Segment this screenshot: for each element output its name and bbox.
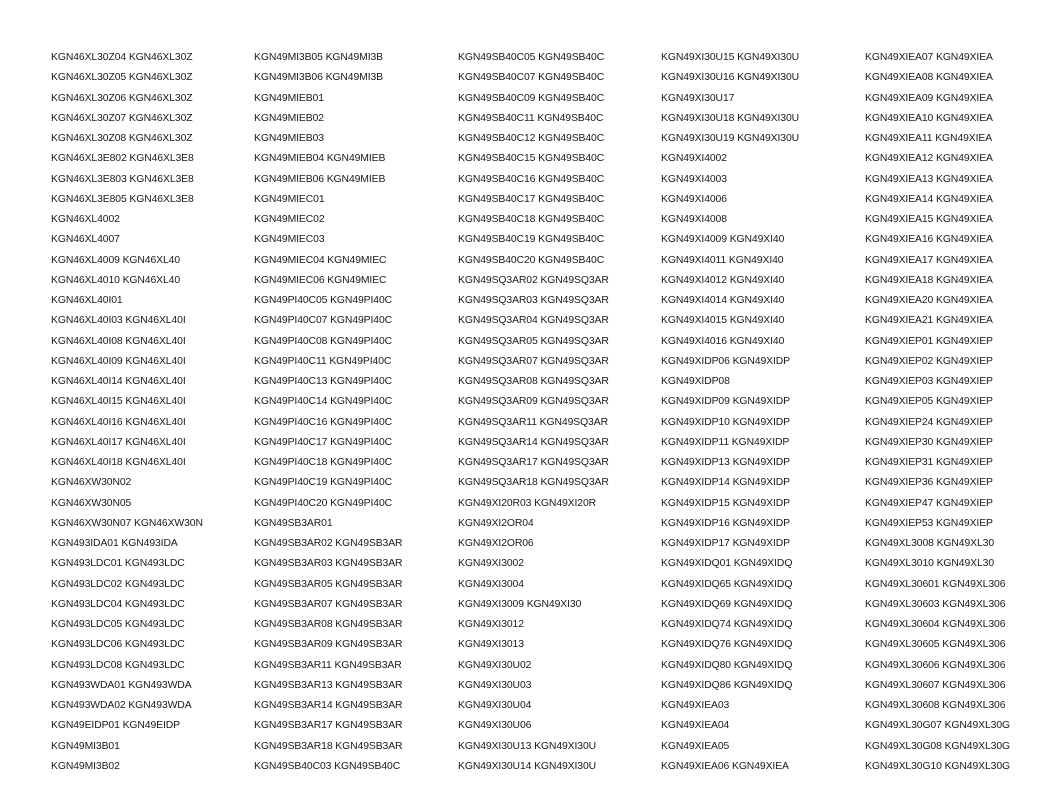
list-item: KGN49SB3AR09 KGN49SB3AR: [254, 639, 403, 651]
list-item: KGN49SQ3AR03 KGN49SQ3AR: [458, 295, 609, 306]
list-item: KGN49XL30601 KGN49XL306: [865, 578, 1006, 590]
list-item: KGN49XL30604 KGN49XL306: [865, 619, 1006, 630]
list-item: KGN49XL3010 KGN49XL30: [865, 558, 995, 570]
list-item: KGN49XIDP09 KGN49XIDP: [661, 396, 790, 408]
list-item: KGN49SB40C09 KGN49SB40C: [458, 92, 605, 104]
list-item: KGN49SQ3AR08 KGN49SQ3AR: [458, 376, 609, 387]
list-item: KGN49MIEC02: [254, 214, 325, 225]
list-item: KGN49SQ3AR18 KGN49SQ3AR: [458, 477, 609, 489]
list-item: KGN49XI2OR06: [458, 538, 534, 549]
list-item: KGN49XI30U02: [458, 659, 532, 671]
list-item: KGN49MIEC06 KGN49MIEC: [254, 274, 387, 286]
list-item: KGN49SB3AR08 KGN49SB3AR: [254, 619, 403, 630]
list-item: KGN49XI4012 KGN49XI40: [661, 274, 785, 286]
list-item: KGN49MIEB04 KGN49MIEB: [254, 153, 386, 165]
list-item: KGN493WDA01 KGN493WDA: [51, 679, 192, 691]
list-item: KGN49XL30606 KGN49XL306: [865, 659, 1006, 671]
list-item: KGN49SB3AR18 KGN49SB3AR: [254, 740, 403, 752]
list-item: KGN49XIDQ86 KGN49XIDQ: [661, 679, 793, 691]
list-item: KGN49PI40C16 KGN49PI40C: [254, 416, 393, 428]
list-item: KGN493LDC02 KGN493LDC: [51, 578, 185, 590]
list-item: KGN49PI40C08 KGN49PI40C: [254, 335, 393, 347]
list-item: KGN49PI40C19 KGN49PI40C: [254, 477, 393, 489]
list-item: KGN46XL30Z06 KGN46XL30Z: [51, 92, 193, 104]
list-item: KGN49SQ3AR02 KGN49SQ3AR: [458, 274, 609, 286]
list-item: KGN49XIDQ80 KGN49XIDQ: [661, 659, 793, 671]
list-item: KGN49XL30G08 KGN49XL30G: [865, 740, 1010, 752]
list-item: KGN49XL30607 KGN49XL306: [865, 679, 1006, 691]
list-item: KGN49MI3B05 KGN49MI3B: [254, 52, 383, 63]
list-item: KGN49SB40C11 KGN49SB40C: [458, 112, 604, 124]
list-item: KGN49MIEB01: [254, 92, 324, 104]
list-item: KGN49XIEP24 KGN49XIEP: [865, 416, 993, 428]
list-item: KGN49SQ3AR17 KGN49SQ3AR: [458, 457, 609, 468]
list-item: KGN49PI40C18 KGN49PI40C: [254, 457, 393, 468]
list-item: KGN49XIDP17 KGN49XIDP: [661, 538, 790, 549]
list-item: KGN49XIEP30 KGN49XIEP: [865, 436, 993, 448]
list-item: KGN49XIEP03 KGN49XIEP: [865, 376, 993, 387]
list-item: KGN46XL30Z04 KGN46XL30Z: [51, 52, 193, 63]
list-item: KGN46XL30Z05 KGN46XL30Z: [51, 72, 193, 84]
list-item: KGN49XIDP06 KGN49XIDP: [661, 355, 790, 367]
list-item: KGN49MIEC04 KGN49MIEC: [254, 254, 387, 266]
list-item: KGN49SB3AR01: [254, 517, 333, 529]
list-item: KGN49XIDQ76 KGN49XIDQ: [661, 639, 793, 651]
list-item: KGN49XIDQ01 KGN49XIDQ: [661, 558, 793, 570]
list-item: KGN46XL40I01: [51, 295, 123, 306]
column-3: [458, 48, 658, 777]
list-item: KGN49SB40C18 KGN49SB40C: [458, 214, 605, 225]
list-item: KGN49XIDP08: [661, 376, 730, 387]
list-item: KGN49XIEP02 KGN49XIEP: [865, 355, 993, 367]
list-item: KGN46XL4002: [51, 214, 120, 225]
list-item: KGN49SB40C20 KGN49SB40C: [458, 254, 605, 266]
model-number-list: [51, 48, 1041, 788]
list-item: KGN49MIEC03: [254, 234, 325, 246]
list-item: KGN49SQ3AR11 KGN49SQ3AR: [458, 416, 608, 428]
list-item: KGN49XIEA04: [661, 720, 730, 732]
list-item: KGN49XIEA14 KGN49XIEA: [865, 193, 993, 205]
list-item: KGN49XI3009 KGN49XI30: [458, 598, 582, 610]
list-item: KGN49SB3AR17 KGN49SB3AR: [254, 720, 403, 732]
list-item: KGN49XIEA03: [661, 700, 730, 711]
list-item: KGN49XL3008 KGN49XL30: [865, 538, 995, 549]
list-item: KGN46XL30Z07 KGN46XL30Z: [51, 112, 193, 124]
list-item: KGN49MIEB06 KGN49MIEB: [254, 173, 386, 185]
column-2: [254, 48, 454, 777]
list-item: KGN49MIEB02: [254, 112, 324, 124]
list-item: KGN49XIEP36 KGN49XIEP: [865, 477, 993, 489]
list-item: KGN49XL30G10 KGN49XL30G: [865, 760, 1010, 772]
list-item: KGN49XIDP11 KGN49XIDP: [661, 436, 790, 448]
list-item: KGN49XI4009 KGN49XI40: [661, 234, 785, 246]
list-item: KGN49XIEP47 KGN49XIEP: [865, 497, 993, 509]
list-item: KGN49XI30U13 KGN49XI30U: [458, 740, 597, 752]
list-item: KGN49SB40C03 KGN49SB40C: [254, 760, 401, 772]
list-item: KGN49XIEA17 KGN49XIEA: [865, 254, 993, 266]
list-item: KGN49XI30U19 KGN49XI30U: [661, 133, 800, 144]
list-item: KGN49XI30U17: [661, 92, 735, 104]
list-item: KGN49XIEA05: [661, 740, 730, 752]
list-item: KGN49PI40C17 KGN49PI40C: [254, 436, 393, 448]
list-item: KGN49XIDQ69 KGN49XIDQ: [661, 598, 793, 610]
list-item: KGN49XI3013: [458, 639, 524, 651]
list-item: KGN49XI4006: [661, 193, 727, 205]
list-item: KGN49PI40C11 KGN49PI40C: [254, 355, 392, 367]
list-item: KGN49XIEA20 KGN49XIEA: [865, 295, 993, 306]
list-item: KGN49XL30G07 KGN49XL30G: [865, 720, 1010, 732]
list-item: KGN49XI30U06: [458, 720, 532, 732]
list-item: KGN493LDC04 KGN493LDC: [51, 598, 185, 610]
list-item: KGN49XI30U04: [458, 700, 532, 711]
list-item: KGN49SB3AR14 KGN49SB3AR: [254, 700, 403, 711]
list-item: KGN49SQ3AR14 KGN49SQ3AR: [458, 436, 609, 448]
list-item: KGN49SB40C16 KGN49SB40C: [458, 173, 605, 185]
list-item: KGN49XI3012: [458, 619, 524, 630]
list-item: KGN49MIEB03: [254, 133, 324, 144]
list-item: KGN49MIEC01: [254, 193, 325, 205]
list-item: KGN46XL3E802 KGN46XL3E8: [51, 153, 194, 165]
list-item: KGN49SB3AR07 KGN49SB3AR: [254, 598, 403, 610]
list-item: KGN49XI20R03 KGN49XI20R: [458, 497, 597, 509]
list-item: KGN49XI4011 KGN49XI40: [661, 254, 784, 266]
list-item: KGN46XL40I14 KGN46XL40I: [51, 376, 186, 387]
list-item: KGN49XIEA06 KGN49XIEA: [661, 760, 789, 772]
list-item: KGN46XW30N02: [51, 477, 132, 489]
list-item: KGN49XIEP53 KGN49XIEP: [865, 517, 993, 529]
column-4: [661, 48, 861, 777]
list-item: KGN49EIDP01 KGN49EIDP: [51, 720, 180, 732]
list-item: KGN49XIEA16 KGN49XIEA: [865, 234, 993, 246]
list-item: KGN493LDC06 KGN493LDC: [51, 639, 185, 651]
list-item: KGN49XIDP13 KGN49XIDP: [661, 457, 790, 468]
list-item: KGN49MI3B02: [51, 760, 120, 772]
list-item: KGN49XI30U15 KGN49XI30U: [661, 52, 800, 63]
list-item: KGN49XI4016 KGN49XI40: [661, 335, 785, 347]
list-item: KGN49XI2OR04: [458, 517, 534, 529]
list-item: KGN49XI3004: [458, 578, 524, 590]
list-item: KGN49XIEP05 KGN49XIEP: [865, 396, 993, 408]
list-item: KGN49XI30U03: [458, 679, 532, 691]
list-item: KGN49SB3AR13 KGN49SB3AR: [254, 679, 403, 691]
list-item: KGN49SB40C05 KGN49SB40C: [458, 52, 605, 63]
list-item: KGN493IDA01 KGN493IDA: [51, 538, 178, 549]
list-item: KGN49PI40C05 KGN49PI40C: [254, 295, 393, 306]
list-item: KGN49SQ3AR05 KGN49SQ3AR: [458, 335, 609, 347]
list-item: KGN49XIEA08 KGN49XIEA: [865, 72, 993, 84]
list-item: KGN49XI30U18 KGN49XI30U: [661, 112, 800, 124]
list-item: KGN493LDC08 KGN493LDC: [51, 659, 185, 671]
list-item: KGN49SB3AR05 KGN49SB3AR: [254, 578, 403, 590]
list-item: KGN49XIDP10 KGN49XIDP: [661, 416, 790, 428]
list-item: KGN49XIEP01 KGN49XIEP: [865, 335, 993, 347]
list-item: KGN49SB3AR11 KGN49SB3AR: [254, 659, 402, 671]
list-item: KGN46XL40I15 KGN46XL40I: [51, 396, 186, 408]
list-item: KGN49XIDP15 KGN49XIDP: [661, 497, 790, 509]
list-item: KGN49XIEA15 KGN49XIEA: [865, 214, 993, 225]
list-item: KGN49XIDQ65 KGN49XIDQ: [661, 578, 793, 590]
list-item: KGN49PI40C07 KGN49PI40C: [254, 315, 393, 327]
list-item: KGN49SB40C12 KGN49SB40C: [458, 133, 605, 144]
list-item: KGN49XIEA09 KGN49XIEA: [865, 92, 993, 104]
list-item: KGN49XI4002: [661, 153, 727, 165]
column-5: [865, 48, 1052, 777]
list-item: KGN46XL40I09 KGN46XL40I: [51, 355, 186, 367]
list-item: KGN49XL30608 KGN49XL306: [865, 700, 1006, 711]
list-item: KGN46XW30N05: [51, 497, 132, 509]
list-item: KGN49SB40C17 KGN49SB40C: [458, 193, 605, 205]
list-item: KGN49XIDP14 KGN49XIDP: [661, 477, 790, 489]
list-item: KGN49SQ3AR09 KGN49SQ3AR: [458, 396, 609, 408]
list-item: KGN49XL30605 KGN49XL306: [865, 639, 1006, 651]
list-item: KGN49XIEP31 KGN49XIEP: [865, 457, 993, 468]
list-item: KGN49XIEA18 KGN49XIEA: [865, 274, 993, 286]
list-item: KGN49MI3B01: [51, 740, 120, 752]
list-item: KGN493WDA02 KGN493WDA: [51, 700, 192, 711]
list-item: KGN49XIDP16 KGN49XIDP: [661, 517, 790, 529]
list-item: KGN46XL40I18 KGN46XL40I: [51, 457, 186, 468]
list-item: KGN49XIEA21 KGN49XIEA: [865, 315, 993, 327]
list-item: KGN46XL3E803 KGN46XL3E8: [51, 173, 194, 185]
list-item: KGN46XL40I17 KGN46XL40I: [51, 436, 186, 448]
list-item: KGN46XL40I08 KGN46XL40I: [51, 335, 186, 347]
list-item: KGN49XI4008: [661, 214, 727, 225]
list-item: KGN46XL4007: [51, 234, 120, 246]
list-item: KGN49XIEA11 KGN49XIEA: [865, 133, 993, 144]
list-item: KGN49PI40C14 KGN49PI40C: [254, 396, 393, 408]
list-item: KGN49XI4003: [661, 173, 727, 185]
list-item: KGN49XI30U14 KGN49XI30U: [458, 760, 597, 772]
list-item: KGN46XL4009 KGN46XL40: [51, 254, 181, 266]
list-item: KGN49XIDQ74 KGN49XIDQ: [661, 619, 793, 630]
list-item: KGN49SB40C19 KGN49SB40C: [458, 234, 605, 246]
list-item: KGN49XI4015 KGN49XI40: [661, 315, 785, 327]
list-item: KGN493LDC05 KGN493LDC: [51, 619, 185, 630]
list-item: KGN49SB3AR03 KGN49SB3AR: [254, 558, 403, 570]
list-item: KGN46XL40I03 KGN46XL40I: [51, 315, 186, 327]
list-item: KGN46XW30N07 KGN46XW30N: [51, 517, 203, 529]
list-item: KGN49MI3B06 KGN49MI3B: [254, 72, 383, 84]
column-1: [51, 48, 251, 777]
list-item: KGN49XIEA10 KGN49XIEA: [865, 112, 993, 124]
list-item: KGN49SQ3AR04 KGN49SQ3AR: [458, 315, 609, 327]
list-item: KGN49PI40C20 KGN49PI40C: [254, 497, 393, 509]
list-item: KGN46XL3E805 KGN46XL3E8: [51, 193, 194, 205]
list-item: KGN49XL30603 KGN49XL306: [865, 598, 1006, 610]
list-item: KGN46XL4010 KGN46XL40: [51, 274, 181, 286]
list-item: KGN46XL40I16 KGN46XL40I: [51, 416, 186, 428]
list-item: KGN49XI3002: [458, 558, 524, 570]
list-item: KGN49XIEA13 KGN49XIEA: [865, 173, 993, 185]
list-item: KGN49SB40C07 KGN49SB40C: [458, 72, 605, 84]
list-item: KGN49PI40C13 KGN49PI40C: [254, 376, 393, 387]
list-item: KGN49XI30U16 KGN49XI30U: [661, 72, 800, 84]
list-item: KGN49SB40C15 KGN49SB40C: [458, 153, 605, 165]
list-item: KGN49SB3AR02 KGN49SB3AR: [254, 538, 403, 549]
list-item: KGN49XIEA12 KGN49XIEA: [865, 153, 993, 165]
list-item: KGN49SQ3AR07 KGN49SQ3AR: [458, 355, 609, 367]
list-item: KGN493LDC01 KGN493LDC: [51, 558, 185, 570]
list-item: KGN49XIEA07 KGN49XIEA: [865, 52, 993, 63]
list-item: KGN46XL30Z08 KGN46XL30Z: [51, 133, 193, 144]
list-item: KGN49XI4014 KGN49XI40: [661, 295, 785, 306]
